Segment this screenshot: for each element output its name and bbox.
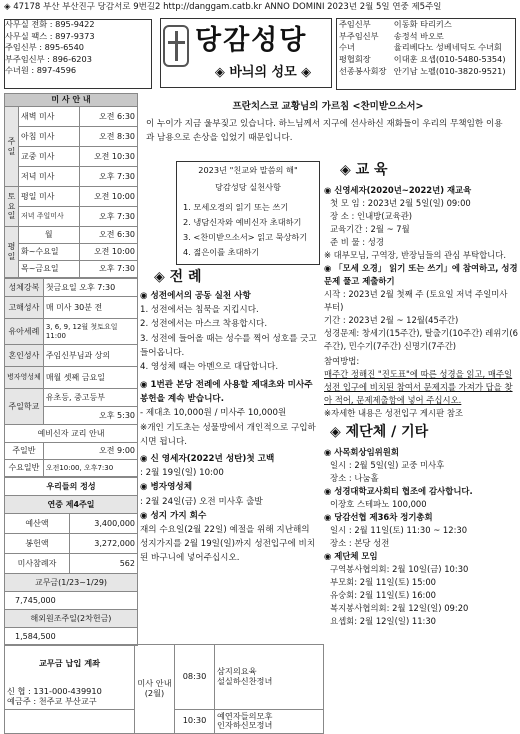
liturgy-candle-notice: ◉ 1번관 본당 전례에 사용할 제대초와 미사주 봉헌을 계속 받습니다. xyxy=(140,380,313,405)
pope-teaching xyxy=(140,93,516,153)
parish-logo xyxy=(160,18,332,88)
mass-time: 오후 7:30 xyxy=(79,207,137,227)
sacrament-label: 병자영성체 xyxy=(5,367,44,389)
sacrament-label: 유아세례 xyxy=(5,319,44,345)
liturgy-item: 4. 영성체 때는 아멘으로 대답합니다. xyxy=(140,361,279,372)
parish-subtitle: ◈ 바늬의 성모 ◈ xyxy=(214,65,312,80)
sacrament-label: 성체강복 xyxy=(5,279,44,297)
cross-icon xyxy=(163,25,189,67)
liturgy-title: ◈ 전 례 xyxy=(154,269,202,285)
participation-heading: 참여방법: xyxy=(324,355,360,366)
group-detail: 장소 : 본당 성전 xyxy=(330,537,390,548)
mass-time: 오후 7:30 xyxy=(79,261,137,278)
mass-time: 오전 10:00 xyxy=(79,187,137,207)
mass-name: 아침 미사 xyxy=(19,127,80,147)
liturgy-item: 3. 성전에 들어올 때는 성수를 찍어 성호를 긋고 들어옵니다. xyxy=(140,333,317,358)
sacrament-label: 주일학교 xyxy=(5,389,44,425)
staff-name: 안기남 노펠(010-3820-9521) xyxy=(393,65,506,76)
offering-week: 연중 제4주일 xyxy=(5,496,138,514)
mass-name: 월 xyxy=(19,227,80,244)
sacrament-label: 고해성사 xyxy=(5,297,44,319)
mass-time: 오전 6:30 xyxy=(79,107,137,127)
sacrament-info: 매 미사 30분 전 xyxy=(43,297,137,319)
class-name: 수요일반 xyxy=(5,460,44,477)
mass-title: 미 사 안 내 xyxy=(5,94,138,107)
mass-time: 오후 7:30 xyxy=(79,167,137,187)
confession-notice: ◉ 신 영세자(2022년 성탄)첫 고백 xyxy=(140,453,275,464)
year-title: 2023년 "친교와 말씀의 해" xyxy=(198,165,298,175)
mass-name: 저녁 주일미사 xyxy=(19,207,80,227)
mass-group-label: 토요일 xyxy=(5,187,19,227)
mission-value: 1,584,500 xyxy=(5,628,138,646)
mass-name: 화~수요일 xyxy=(19,244,80,261)
bible-reading-detail: 기간 : 2023년 2월 ~ 12월(45주간) xyxy=(324,314,459,325)
mass-name: 저녁 미사 xyxy=(19,167,80,187)
staff-role: 수녀 xyxy=(339,42,355,53)
mass-name: 교중 미사 xyxy=(19,147,80,167)
practice-item: 3. <찬미받으소서> 읽고 묵상하기 xyxy=(183,232,308,242)
offering-label: 예산액 xyxy=(5,514,70,534)
bible-reading-detail: 시작 : 2023년 2월 첫째 주 (토요일 저녁 주일미사 부터) xyxy=(324,288,508,312)
parish-name: 당감성당 xyxy=(195,25,308,56)
sacrament-info: 매월 셋째 금요일 xyxy=(43,367,137,389)
mass-intent-time: 08:30 xyxy=(175,645,215,710)
education-detail: ※ 대부모님, 구역장, 반장님들의 관심 부탁합니다. xyxy=(324,249,507,260)
sacrament-info: 오후 5:30 xyxy=(43,407,137,425)
mass-intent-line: 설실하신찬정녀 xyxy=(217,675,273,686)
dues-value: 7,745,000 xyxy=(5,592,138,610)
account-title: 교무금 납입 계좌 xyxy=(38,658,101,668)
group-detail: 일시 : 2월 11일(토) 11:30 ~ 12:30 xyxy=(330,524,468,535)
mass-time: 오전 10:00 xyxy=(79,244,137,261)
sick-communion-date: : 2월 24일(금) 오전 미사후 출발 xyxy=(140,496,263,507)
mass-table xyxy=(4,93,138,278)
offering-value: 562 xyxy=(69,554,137,574)
mass-group-label: 평일 xyxy=(5,227,19,278)
education-heading: ◉ 신영세자(2020년~2022년) 재교육 xyxy=(324,184,472,195)
staff-name: 이대훈 요셉(010-5480-5354) xyxy=(393,53,506,64)
mission-title: 해외원조주일(2차헌금) xyxy=(5,610,138,628)
mass-intent-2 xyxy=(215,709,324,734)
practice-item: 1. 모세오경의 읽기 또는 쓰기 xyxy=(183,202,289,212)
sacrament-info: 첫금요일 오후 7:30 xyxy=(43,279,137,297)
contact-pastor: 주임신부 : 895-6540 xyxy=(5,42,85,53)
group-heading: ◉ 성경대학교사회티 협조에 감사합니다. xyxy=(324,485,473,496)
account-box xyxy=(5,645,135,710)
group-detail: 일시 : 2월 5일(일) 교중 미사후 xyxy=(330,459,445,470)
mass-intent-line: 삼지의요육 xyxy=(217,665,257,676)
offering-label: 봉헌액 xyxy=(5,534,70,554)
education-detail: 장 소 : 인내방(교육관) xyxy=(330,210,413,221)
palm-text: 재의 수요일(2월 22일) 예절을 위해 지난해의 성지가지를 2월 19일(일)까지 성전입구에 비치된 바구니에 넣어주십시오. xyxy=(140,524,316,564)
group-detail: 부모회: 2월 11일(토) 15:00 xyxy=(330,576,437,587)
mass-name: 새벽 미사 xyxy=(19,107,80,127)
mass-group-label: 주일 xyxy=(5,107,19,187)
mass-name: 평일 미사 xyxy=(19,187,80,207)
staff-role: 부주임신부 xyxy=(339,30,379,41)
catechumen-title: 예비신자 교리 안내 xyxy=(5,425,138,443)
mass-intent-line: 예연자들의모후 xyxy=(217,710,273,721)
group-detail: 구역봉사협의회: 2월 10일(금) 10:30 xyxy=(330,563,469,574)
liturgy-item: 1. 성전에서는 침묵을 지킵시다. xyxy=(140,305,259,316)
group-detail: 이장호 스테파노 100,000 xyxy=(330,498,427,509)
education-title: ◈ 교 육 xyxy=(340,162,388,178)
mass-name: 목~금요일 xyxy=(19,261,80,278)
account-spacer xyxy=(5,709,135,734)
contact-list xyxy=(4,19,152,89)
practice-item: 2. 냉담신자와 예비신자 초대하기 xyxy=(183,217,302,227)
contact-assistant: 부주임신부 : 896-6203 xyxy=(5,53,92,64)
group-detail: 요셉회: 2월 12일(일) 11:30 xyxy=(330,615,437,626)
offering-table xyxy=(4,477,138,646)
liturgy-section xyxy=(140,266,320,565)
liturgy-candle-note: ※개인 기도초는 성물방에서 개인적으로 구입하시면 됩니다. xyxy=(140,422,316,447)
group-detail: 유숭회: 2월 11일(토) 16:00 xyxy=(330,589,437,600)
group-heading: ◉ 제단체 모임 xyxy=(324,550,378,561)
left-info-column xyxy=(4,93,138,641)
staff-name: 이동화 타리키스 xyxy=(393,18,452,29)
year-subtitle: 당감성당 실천사항 xyxy=(215,182,281,192)
mass-time: 오전 10:30 xyxy=(79,147,137,167)
staff-list xyxy=(336,18,516,90)
sacrament-info: 유초등, 중고등부 xyxy=(43,389,137,407)
staff-name: 율리베다노 성베네딕도 수녀회 xyxy=(393,42,502,53)
teaching-text: 이 누이가 지금 울부짖고 있습니다. 하느님께서 지구에 선사하신 재화들이 우리의 무책임한 이용과 남용으로 손상을 입었기 때문입니다. xyxy=(146,119,503,143)
confession-date: : 2월 19일(일) 10:00 xyxy=(140,468,224,479)
contact-fax: 사무실 팩스 : 897-9373 xyxy=(5,30,95,41)
participation-text: 매주간 정해진 "진도표"에 따른 성경을 읽고, 매주일 성전 입구에 비치된 참여서 문제지를 가져가 답을 찾아 적어, 문제제출함에 넣어 주십시오. xyxy=(324,368,513,405)
mass-intent-label: 미사 안내 (2월) xyxy=(135,645,175,734)
education-detail: 교육기간 : 2월 ~ 7월 xyxy=(330,223,410,234)
header-info-line: ◈ 47178 부산 부산진구 당감서로 9번길2 http://danggam.catb.kr ANNO DOMINI 2023년 2월 5일 연중 제5주일 xyxy=(4,2,442,12)
practice-item: 4. 젊은이를 초대하기 xyxy=(183,247,260,257)
sacrament-info: 주임신부님과 상의 xyxy=(43,345,137,367)
sacrament-label: 혼인성사 xyxy=(5,345,44,367)
offering-value: 3,272,000 xyxy=(69,534,137,554)
bottom-table xyxy=(4,644,324,731)
dues-title: 교무금(1/23~1/29) xyxy=(5,574,138,592)
class-time: 오전 9:00 xyxy=(43,443,137,460)
education-detail: 첫 모 임 : 2023년 2월 5일(일) 09:00 xyxy=(330,197,471,208)
mass-intent-1 xyxy=(215,645,324,710)
mass-time: 오전 8:30 xyxy=(79,127,137,147)
liturgy-subtitle: ◉ 성전에서의 공동 실천 사항 xyxy=(140,291,251,302)
contact-phone: 사무실 전화 : 895-9422 xyxy=(5,19,95,29)
group-heading: ◉ 사목회상임위원회 xyxy=(324,446,399,457)
account-number: 신 협 : 131-000-439910 xyxy=(7,685,102,696)
education-section xyxy=(324,158,518,628)
participation-note: ※자세한 내용은 성전입구 게시판 참조 xyxy=(324,407,464,418)
teaching-title: 프란치스코 교황님의 가르침 <찬미받으소서> xyxy=(232,101,424,112)
mass-time: 오전 6:30 xyxy=(79,227,137,244)
sacrament-info: 3, 6, 9, 12월 첫토요일 11:00 xyxy=(43,319,137,345)
class-name: 주일반 xyxy=(5,443,44,460)
mass-intent-time: 10:30 xyxy=(175,709,215,734)
sick-communion-notice: ◉ 병자영성체 xyxy=(140,482,192,493)
staff-role: 선종봉사회장 xyxy=(339,65,387,76)
offering-value: 3,400,000 xyxy=(69,514,137,534)
bible-reading-detail: 성경문제: 창세기(15주간), 탈출기(10주간) 레위기(6주간), 민수기(7주간) 신명기(7주간) xyxy=(324,327,518,351)
group-detail: 장소 : 나눔홀 xyxy=(330,472,379,483)
palm-notice: ◉ 성지 가지 회수 xyxy=(140,510,207,521)
contact-sisters: 수녀원 : 897-4596 xyxy=(5,65,77,76)
account-holder: 예금주 : 천주교 부산교구 xyxy=(7,695,97,706)
offering-title: 우리들의 정성 xyxy=(5,478,138,496)
liturgy-candle-price: - 제대초 10,000원 / 미사주 10,000원 xyxy=(140,408,287,419)
sacrament-table xyxy=(4,278,138,477)
group-heading: ◉ 당감선협 제36차 정기총회 xyxy=(324,511,433,522)
group-detail: 복지봉사협의회: 2월 12일(일) 09:20 xyxy=(330,602,469,613)
staff-name: 송정석 바오로 xyxy=(393,30,444,41)
staff-role: 평협회장 xyxy=(339,53,371,64)
offering-label: 미사참례자 xyxy=(5,554,70,574)
groups-title: ◈ 제단체 / 기타 xyxy=(330,423,429,440)
education-detail: 준 비 물 : 성경 xyxy=(330,236,384,247)
year-practice-box xyxy=(176,161,320,265)
staff-role: 주임신부 xyxy=(339,18,371,29)
mass-intent-line: 인자하신모정녀 xyxy=(217,720,273,731)
class-time: 오전10:00, 오후7:30 xyxy=(43,460,137,477)
liturgy-item: 2. 성전에서는 마스크 착용합시다. xyxy=(140,319,268,330)
bible-reading-heading: ◉ 「모세 오경」 읽기 또는 쓰기」에 참여하고, 성경 문제 풀고 제출하기 xyxy=(324,262,518,286)
